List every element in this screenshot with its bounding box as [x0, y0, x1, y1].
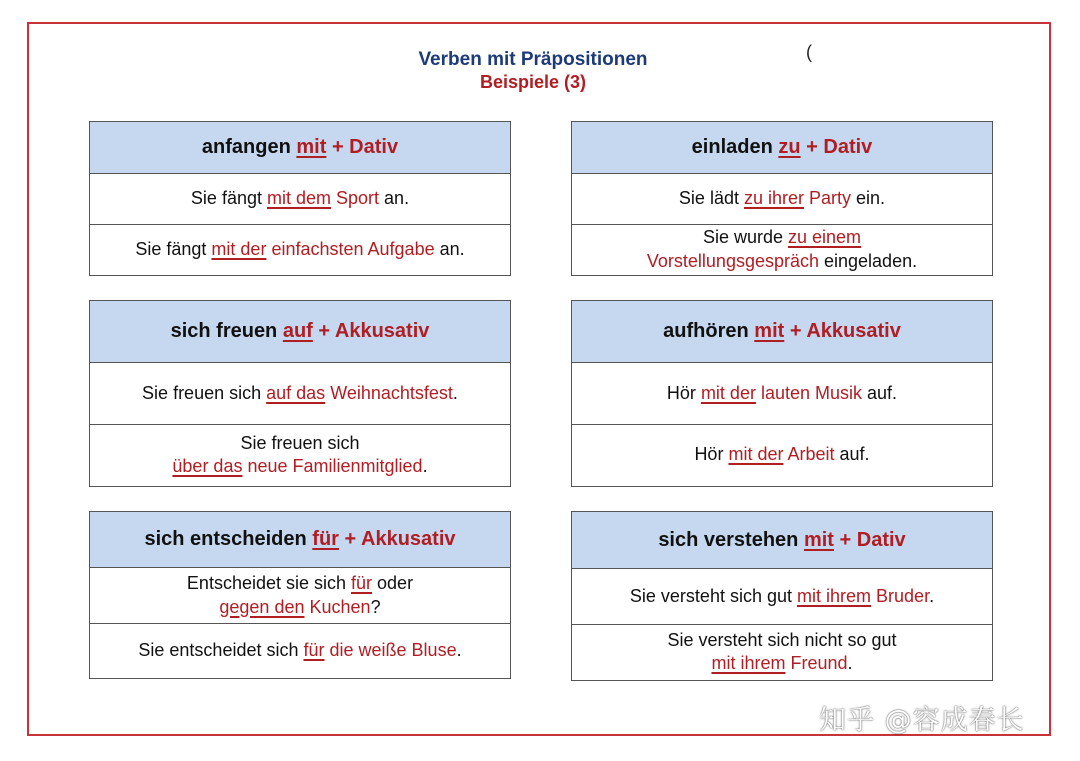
- example-row: [90, 363, 510, 424]
- example-row: [90, 568, 510, 623]
- page-subtitle: Beispiele (3): [479, 72, 587, 92]
- example-line: [138, 639, 461, 662]
- example-line: [694, 443, 869, 466]
- card-einladen: [571, 121, 993, 276]
- sentence-text: Sie versteht sich gut: [629, 585, 797, 606]
- example-row: [572, 363, 992, 424]
- example-line: [187, 596, 413, 619]
- card-sich-freuen: [89, 300, 511, 487]
- header-verb: sich freuen: [170, 320, 278, 342]
- preposition-phrase: mit der: [700, 382, 756, 403]
- example-line: [647, 226, 917, 249]
- sentence-text: auf.: [834, 444, 870, 465]
- sentence-text: Sie entscheidet sich: [138, 639, 304, 660]
- preposition-phrase: über das: [172, 456, 243, 476]
- header-verb: aufhören: [663, 320, 749, 342]
- card-header: [90, 512, 510, 568]
- sentence-text: .: [456, 639, 462, 660]
- example-row: [572, 174, 992, 224]
- example-line: [191, 187, 409, 210]
- preposition-phrase: für: [351, 573, 373, 594]
- header-verb: sich verstehen: [658, 528, 799, 551]
- preposition-phrase: zu ihrer: [743, 188, 804, 209]
- card-sich-entscheiden: [89, 511, 511, 679]
- example-line: [679, 187, 885, 210]
- header-case: + Akkusativ: [318, 320, 430, 342]
- sentence-text: Sie fängt: [135, 238, 212, 259]
- header-preposition: mit: [803, 528, 834, 551]
- header-preposition: für: [312, 528, 339, 550]
- example-line: [667, 629, 896, 652]
- sentence-text: Hör: [666, 382, 701, 403]
- example-row: [90, 224, 510, 274]
- sentence-text: Sie wurde: [702, 227, 788, 248]
- object-phrase: neue Familienmitglied: [247, 456, 423, 476]
- example-line: [187, 572, 413, 595]
- preposition-phrase: für: [303, 639, 325, 660]
- card-aufhoeren: [571, 300, 993, 487]
- header-verb: sich entscheiden: [144, 528, 307, 550]
- example-line: [142, 382, 458, 405]
- sentence-text: ?: [370, 596, 381, 617]
- example-line: [667, 382, 897, 405]
- object-phrase: Sport: [336, 188, 380, 209]
- preposition-phrase: mit der: [211, 238, 267, 259]
- sentence-text: oder: [372, 573, 414, 594]
- example-row: [572, 624, 992, 679]
- sentence-text: Sie freuen sich: [142, 382, 267, 403]
- sentence-text: .: [452, 382, 458, 403]
- card-header: [90, 122, 510, 174]
- header-case: + Akkusativ: [344, 528, 456, 550]
- sentence-text: Entscheidet sie sich: [186, 573, 352, 594]
- card-header: [90, 301, 510, 363]
- example-row: [572, 569, 992, 624]
- sentence-text: Sie freuen sich: [240, 432, 360, 453]
- preposition-phrase: gegen den: [219, 596, 305, 617]
- object-phrase: Arbeit: [787, 444, 835, 465]
- header-verb: einladen: [691, 136, 773, 158]
- example-row: [90, 174, 510, 224]
- card-sich-verstehen: [571, 511, 993, 681]
- header-verb: anfangen: [201, 136, 291, 158]
- card-header: [572, 512, 992, 569]
- card-header: [572, 122, 992, 174]
- object-phrase: Party: [809, 188, 852, 209]
- object-phrase: lauten Musik: [760, 382, 863, 403]
- page-title: Verben mit Präpositionen: [418, 49, 648, 70]
- sentence-text: an.: [434, 238, 465, 259]
- sentence-text: an.: [379, 188, 410, 209]
- example-row: [572, 424, 992, 485]
- example-line: [135, 238, 464, 261]
- sentence-text: Hör: [694, 444, 729, 465]
- example-row: [90, 424, 510, 485]
- example-line: [667, 652, 896, 675]
- stray-mark: (: [806, 42, 812, 62]
- header-case: + Dativ: [331, 136, 399, 158]
- sentence-text: auf.: [862, 382, 898, 403]
- header-preposition: mit: [754, 320, 785, 342]
- object-phrase: die weiße Bluse: [329, 639, 457, 660]
- object-phrase: Kuchen: [309, 596, 371, 617]
- card-anfangen: [89, 121, 511, 276]
- watermark-text: 知乎 @容成春长: [819, 705, 1025, 736]
- preposition-phrase: mit dem: [266, 188, 331, 209]
- card-header: [572, 301, 992, 363]
- header-case: + Dativ: [806, 136, 873, 158]
- example-row: [90, 623, 510, 677]
- preposition-phrase: mit ihrem: [797, 585, 872, 606]
- sentence-text: .: [847, 653, 853, 673]
- sentence-text: .: [422, 456, 428, 476]
- object-phrase: Bruder: [876, 585, 930, 606]
- example-line: [172, 432, 427, 455]
- example-line: [630, 585, 934, 608]
- object-phrase: Vorstellungsgespräch: [646, 250, 819, 271]
- example-row: [572, 224, 992, 274]
- object-phrase: Freund: [790, 653, 848, 673]
- sentence-text: eingeladen.: [819, 250, 918, 271]
- header-case: + Dativ: [839, 528, 906, 551]
- header-preposition: zu: [778, 136, 801, 158]
- header-preposition: auf: [282, 320, 313, 342]
- header-preposition: mit: [296, 136, 327, 158]
- sentence-text: .: [929, 585, 935, 606]
- example-line: [172, 455, 427, 478]
- sentence-text: Sie lädt: [678, 188, 744, 209]
- sentence-text: Sie versteht sich nicht so gut: [667, 629, 897, 650]
- preposition-phrase: mit ihrem: [711, 653, 786, 673]
- example-line: [647, 250, 917, 273]
- preposition-phrase: mit der: [728, 444, 784, 465]
- object-phrase: Weihnachtsfest: [330, 382, 453, 403]
- preposition-phrase: zu einem: [787, 227, 862, 248]
- object-phrase: einfachsten Aufgabe: [271, 238, 435, 259]
- preposition-phrase: auf das: [266, 382, 326, 403]
- sentence-text: Sie fängt: [190, 188, 267, 209]
- sentence-text: ein.: [851, 188, 886, 209]
- header-case: + Akkusativ: [789, 320, 901, 342]
